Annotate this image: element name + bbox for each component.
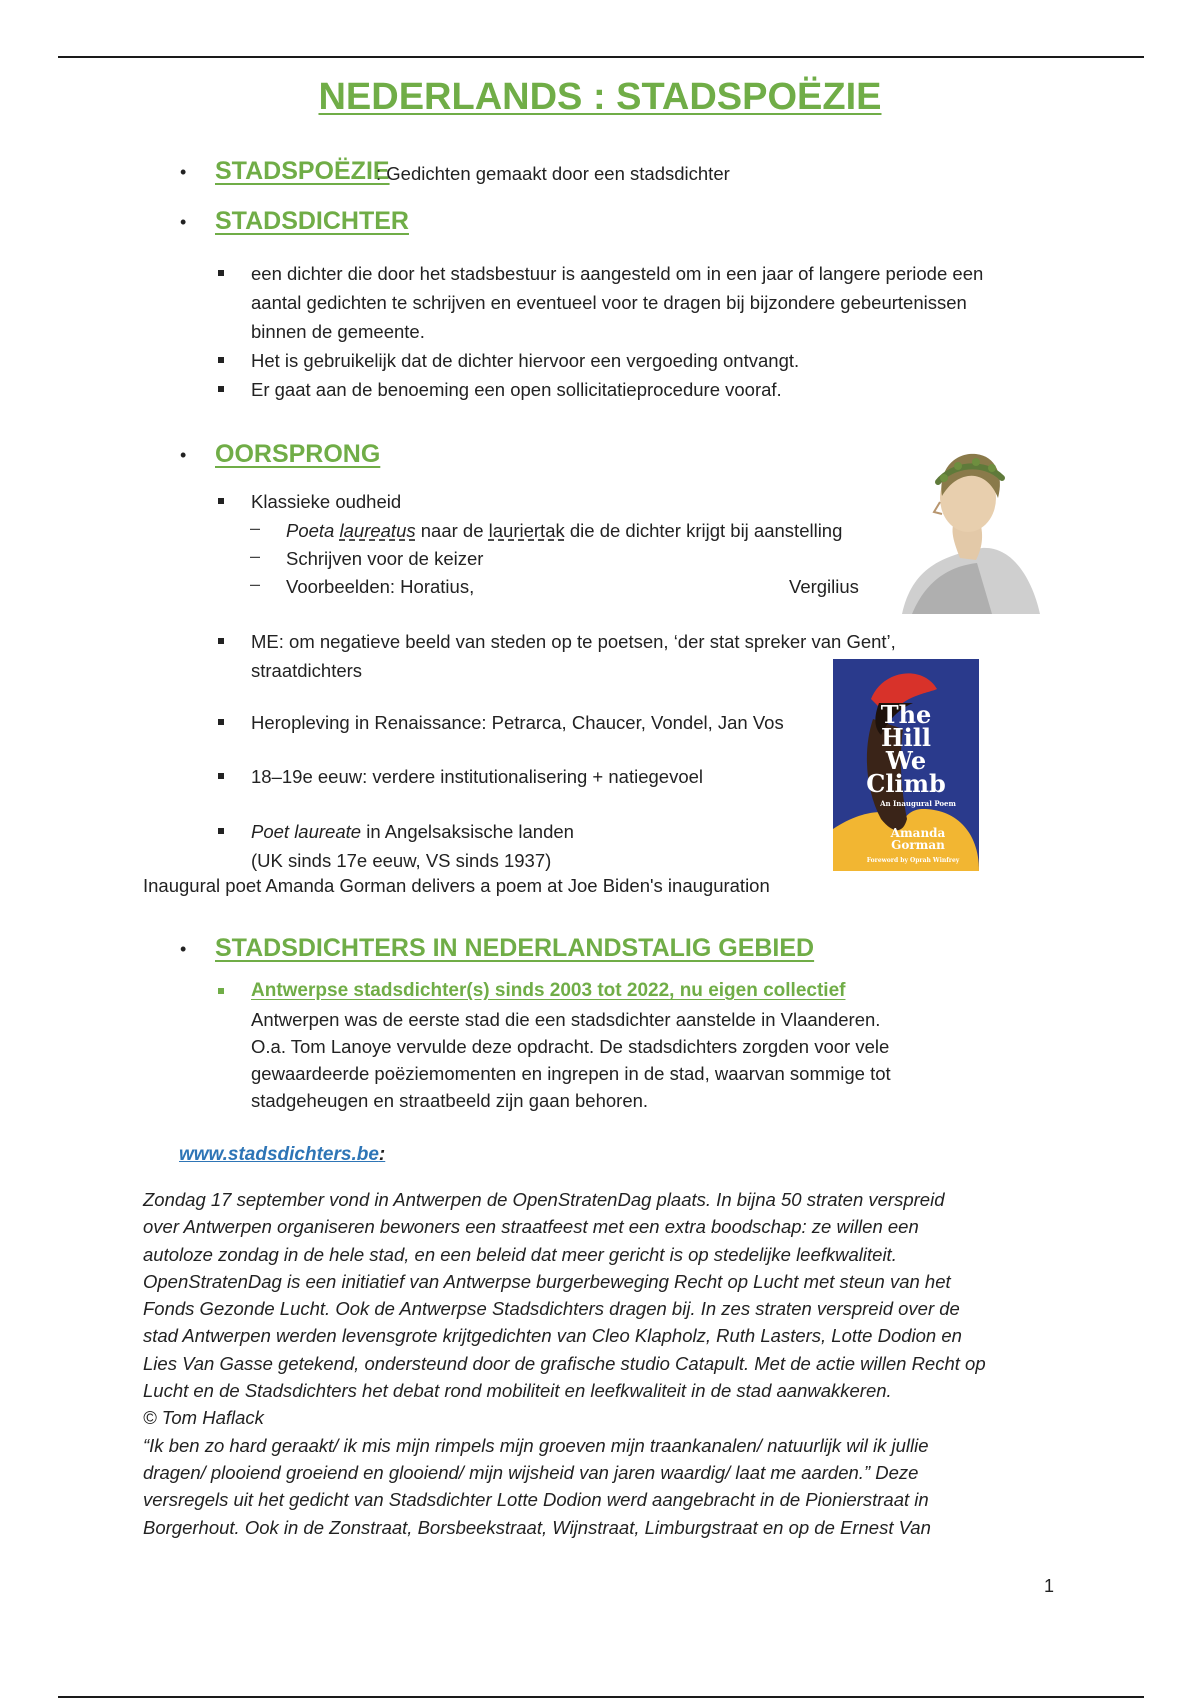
heading-stadspoezie: STADSPOËZIE: [215, 157, 390, 185]
list-item: Poet laureate in Angelsaksische landen (UK sinds 17e eeuw, VS sinds 1937): [251, 821, 574, 871]
book-title: The Hill We Climb: [866, 700, 946, 798]
bullet-square: [218, 270, 224, 276]
top-rule: [58, 56, 1144, 58]
subheading-antwerpen: Antwerpse stadsdichter(s) sinds 2003 tot 2022, nu eigen collectief: [251, 980, 846, 1001]
bullet-square: [218, 357, 224, 363]
bullet-dot: •: [180, 939, 187, 959]
bullet-dot: •: [180, 445, 187, 465]
bullet-dot: •: [180, 162, 187, 182]
dash-marker: –: [250, 546, 261, 566]
bullet-square: [218, 498, 224, 504]
website-link[interactable]: www.stadsdichters.be:: [179, 1144, 386, 1165]
heading-stadsdichter: STADSDICHTER: [215, 207, 409, 235]
list-item: een dichter die door het stadsbestuur is aangesteld om in een jaar of langere periode een aantal gedichten te schrijven en eventueel voor te dragen bij bijzondere gebeurtenissen binnen de gemeente.: [251, 263, 984, 342]
dash-marker: –: [250, 518, 261, 538]
book-cover-image: [833, 659, 979, 871]
page-title: NEDERLANDS : STADSPOËZIE: [318, 76, 882, 118]
bullet-square: [218, 719, 224, 725]
book-subtitle: An Inaugural Poem: [880, 799, 956, 808]
dash-item: Voorbeelden: Horatius,: [286, 576, 475, 597]
list-item: Er gaat aan de benoeming een open sollicitatieprocedure vooraf.: [251, 379, 782, 400]
vergilius-portrait: [872, 438, 1040, 614]
bullet-dot: •: [180, 212, 187, 232]
bullet-square: [218, 638, 224, 644]
page-number: 1: [1044, 1576, 1055, 1596]
list-item: Heropleving in Renaissance: Petrarca, Chaucer, Vondel, Jan Vos: [251, 712, 784, 733]
list-item: 18–19e eeuw: verdere institutionalisering + natiegevoel: [251, 766, 704, 787]
list-item: ME: om negatieve beeld van steden op te poetsen, ‘der stat spreker van Gent’, straatdichters: [251, 631, 896, 681]
article-paragraph: Zondag 17 september vond in Antwerpen de OpenStratenDag plaats. In bijna 50 straten verspreid over Antwerpen organiseren bewoners een straatfeest met een extra boodschap: ze willen een autoloze zondag in de hele stad, en een beleid dat meer gericht is op stedelijke leefkwaliteit. OpenStratenDag is een initiatief van Antwerpse burgerbeweging Recht op Lucht met steun van het Fonds Gezonde Lucht. Ook de Antwerpse Stadsdichters dragen bij. In zes straten verspreid over de stad Antwerpen werden levensgrote krijtgedichten van Cleo Klapholz, Ruth Lasters, Lotte Dodion en Lies Van Gasse getekend, ondersteund door de grafische studio Catapult. Met de actie willen Recht op Lucht en de Stadsdichters het debat rond mobiliteit en leefkwaliteit in de stad aanwakkeren. © Tom Haflack “Ik ben zo hard geraakt/ ik mis mijn rimpels mijn groeven mijn traankanalen/ natuurlijk wil ik jullie dragen/ plooiend groeiend en glooiend/ mijn wijsheid van jaren waardig/ laat me aarden.” Deze versregels uit het gedicht van Stadsdichter Lotte Dodion werd aangebracht in de Pionierstraat in Borgerhout. Ook in de Zonstraat, Borsbeekstraat, Wijnstraat, Limburgstraat en op de Ernest Van: [143, 1189, 986, 1538]
heading-oorsprong: OORSPRONG: [215, 440, 381, 468]
stadspoezie-definition: : Gedichten gemaakt door een stadsdichter: [376, 163, 730, 184]
dash-item: Schrijven voor de keizer: [286, 548, 484, 569]
heading-nederlandstalig: STADSDICHTERS IN NEDERLANDSTALIG GEBIED: [215, 934, 815, 962]
bullet-square: [218, 773, 224, 779]
bullet-square: [218, 828, 224, 834]
image-caption: Inaugural poet Amanda Gorman delivers a poem at Joe Biden's inauguration: [143, 875, 770, 896]
book-author: Amanda Gorman: [890, 826, 946, 852]
antwerpen-paragraph: Antwerpen was de eerste stad die een stadsdichter aanstelde in Vlaanderen. O.a. Tom Lanoye vervulde deze opdracht. De stadsdichters zorgden voor vele gewaardeerde poëziemomenten en ingrepen in de stad, waarvan sommige tot stadgeheugen en straatbeeld zijn gaan behoren.: [251, 1009, 891, 1111]
bottom-rule: [58, 1696, 1144, 1698]
bullet-square: [218, 386, 224, 392]
dash-marker: –: [250, 574, 261, 594]
bullet-square: [218, 988, 224, 994]
book-foreword: Foreword by Oprah Winfrey: [866, 857, 960, 864]
vergilius-label: Vergilius: [789, 576, 859, 597]
list-item: Klassieke oudheid: [251, 491, 402, 512]
dash-item: Poeta laureatus naar de lauriertak die de dichter krijgt bij aanstelling: [286, 520, 843, 541]
list-item: Het is gebruikelijk dat de dichter hiervoor een vergoeding ontvangt.: [251, 350, 800, 371]
